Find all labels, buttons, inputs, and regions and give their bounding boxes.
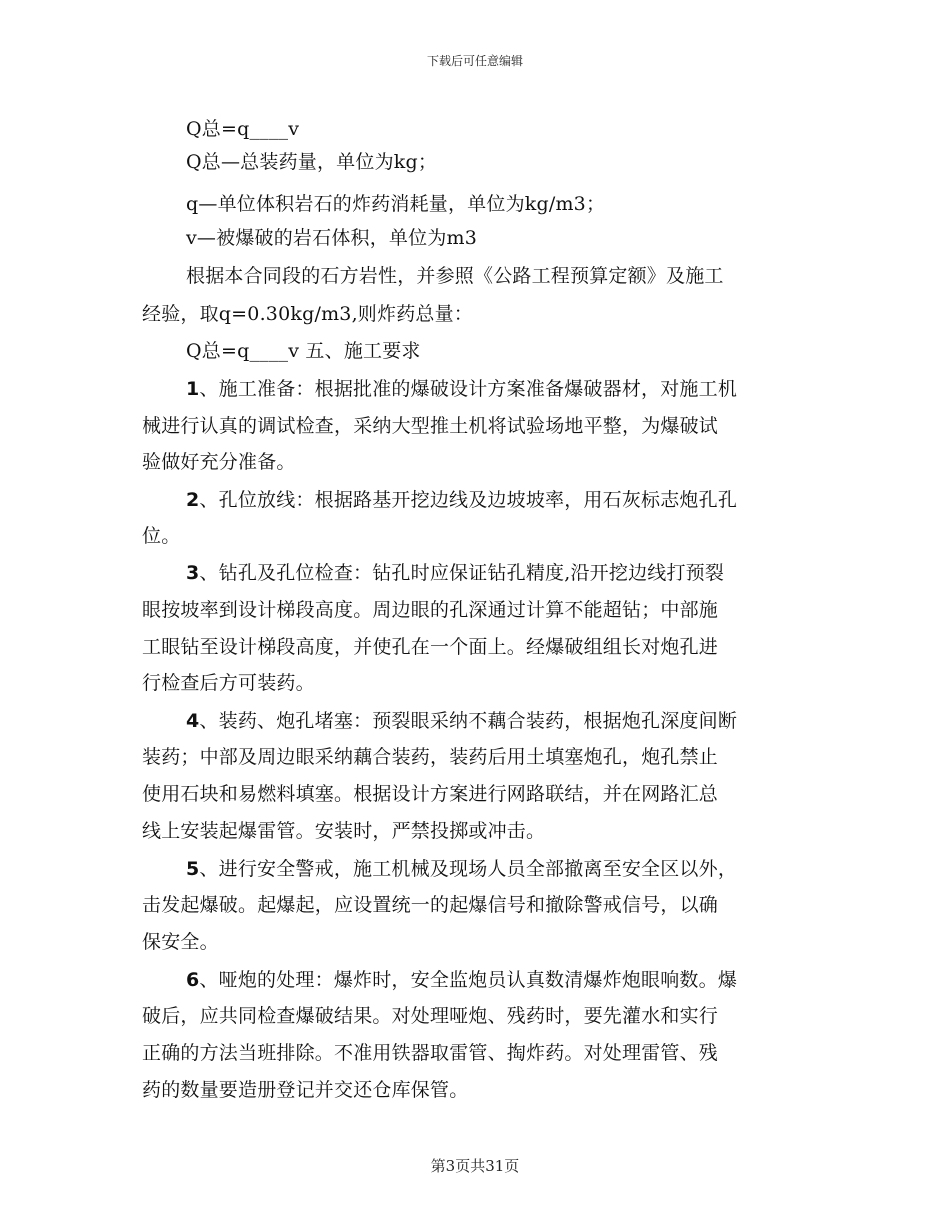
item-number: 4 bbox=[186, 710, 200, 732]
list-item-line: 3、钻孔及孔位检查：钻孔时应保证钻孔精度,沿开挖边线打预裂 bbox=[186, 562, 725, 584]
list-item-line: 械进行认真的调试检查，采纳大型推土机将试验场地平整，为爆破试 bbox=[142, 415, 719, 437]
formula-line: q—单位体积岩石的炸药消耗量，单位为kg/m3； bbox=[186, 193, 606, 215]
item-number: 1 bbox=[186, 378, 200, 400]
list-item-line: 破后，应共同检查爆破结果。对处理哑炮、残药时，要先灌水和实行 bbox=[142, 1005, 719, 1027]
paragraph-line: 经验，取q=0.30kg/m3,则炸药总量： bbox=[142, 303, 474, 325]
list-item-line: 线上安装起爆雷管。安装时，严禁投掷或冲击。 bbox=[142, 820, 546, 842]
page-header: 下载后可任意编辑 bbox=[426, 54, 523, 68]
paragraph-line: 根据本合同段的石方岩性，并参照《公路工程预算定额》及施工 bbox=[186, 265, 724, 287]
list-item-line: 保安全。 bbox=[142, 931, 219, 953]
list-item-line: 6、哑炮的处理：爆炸时，安全监炮员认真数清爆炸炮眼响数。爆 bbox=[186, 969, 738, 991]
list-item-line: 行检查后方可装药。 bbox=[142, 672, 315, 694]
page-footer: 第3页共31页 bbox=[430, 1157, 520, 1175]
list-item-line: 4、装药、炮孔堵塞：预裂眼采纳不藕合装药，根据炮孔深度间断 bbox=[186, 710, 738, 732]
item-number: 5 bbox=[186, 858, 200, 880]
list-item-line: 正确的方法当班排除。不准用铁器取雷管、掏炸药。对处理雷管、残 bbox=[142, 1042, 719, 1064]
list-item-line: 击发起爆破。起爆起，应设置统一的起爆信号和撤除警戒信号，以确 bbox=[142, 894, 719, 916]
formula-line: Q总=q____v 五、施工要求 bbox=[186, 340, 421, 362]
list-item-line: 眼按坡率到设计梯段高度。周边眼的孔深通过计算不能超钻；中部施 bbox=[142, 599, 719, 621]
list-item-line: 工眼钻至设计梯段高度，并使孔在一个面上。经爆破组组长对炮孔进 bbox=[142, 636, 719, 658]
item-number: 2 bbox=[186, 489, 200, 511]
list-item-line: 1、施工准备：根据批准的爆破设计方案准备爆破器材，对施工机 bbox=[186, 378, 738, 400]
formula-line: Q总—总装药量，单位为kg； bbox=[186, 151, 438, 173]
list-item-line: 验做好充分准备。 bbox=[142, 451, 296, 473]
item-number: 6 bbox=[186, 969, 200, 991]
list-item-line: 2、孔位放线：根据路基开挖边线及边坡坡率，用石灰标志炮孔孔 bbox=[186, 489, 738, 511]
list-item-line: 使用石块和易燃料填塞。根据设计方案进行网路联结，并在网路汇总 bbox=[142, 783, 719, 805]
formula-line: Q总=q____v bbox=[186, 118, 300, 140]
list-item-line: 5、进行安全警戒，施工机械及现场人员全部撤离至安全区以外， bbox=[186, 858, 738, 880]
list-item-line: 装药；中部及周边眼采纳藕合装药，装药后用土填塞炮孔，炮孔禁止 bbox=[142, 746, 719, 768]
list-item-line: 药的数量要造册登记并交还仓库保管。 bbox=[142, 1079, 469, 1101]
list-item-line: 位。 bbox=[142, 525, 181, 547]
formula-line: v—被爆破的岩石体积，单位为m3 bbox=[186, 227, 478, 249]
item-number: 3 bbox=[186, 562, 200, 584]
